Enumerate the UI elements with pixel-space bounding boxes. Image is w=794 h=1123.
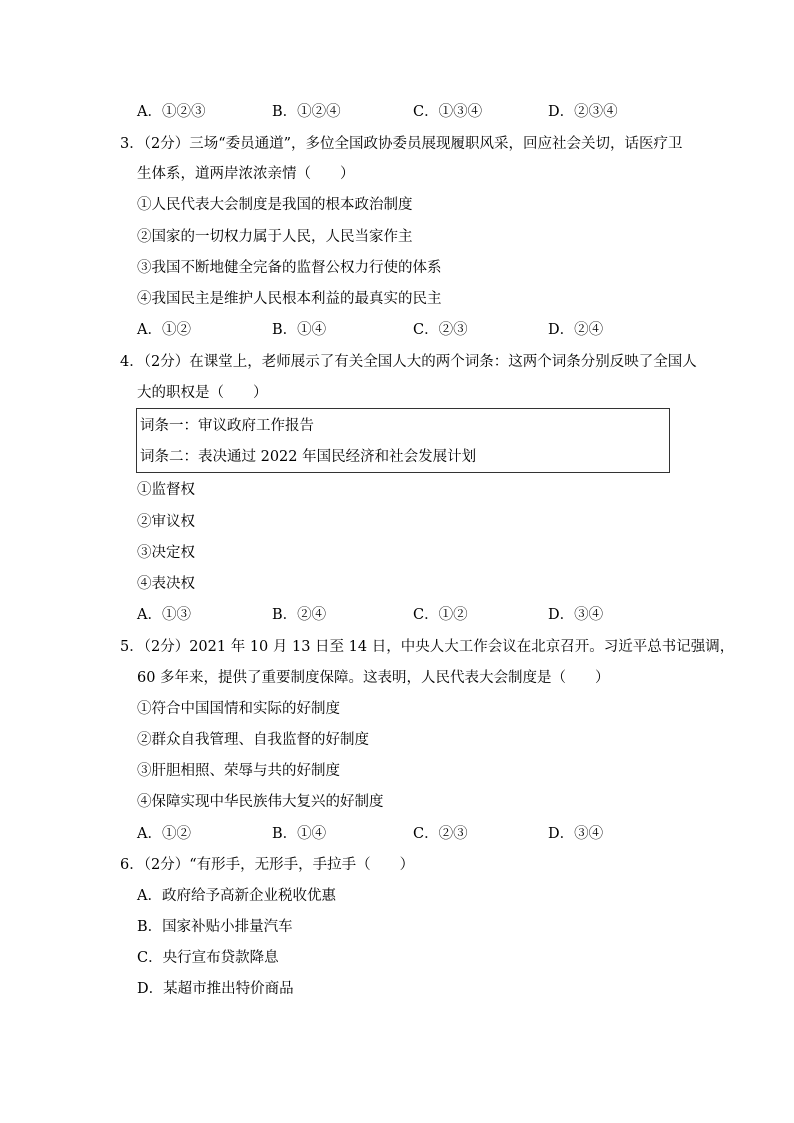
q3-item-4: ④我国民主是维护人民根本利益的最真实的民主: [137, 291, 442, 307]
q6-option-b: B．国家补贴小排量汽车: [137, 919, 293, 935]
q5-option-d: D．③④: [548, 826, 604, 842]
q6-stem-line1: 6．（2分）“有形手，无形手，手拉手（ ）: [120, 857, 415, 873]
q5-item-4: ④保障实现中华民族伟大复兴的好制度: [137, 794, 384, 810]
q4-item-3: ③决定权: [137, 545, 195, 561]
q4-item-2: ②审议权: [137, 514, 195, 530]
q5-stem-line2: 60 多年来，提供了重要制度保障。这表明，人民代表大会制度是（ ）: [137, 670, 610, 686]
q6-option-d: D．某超市推出特价商品: [137, 981, 294, 997]
q2-option-a: A．①②③: [137, 104, 206, 120]
q5-item-3: ③肝胆相照、荣辱与共的好制度: [137, 763, 340, 779]
q6-option-a: A．政府给予高新企业税收优惠: [137, 888, 336, 904]
q3-stem-line2: 生体系，道两岸浓浓亲情（ ）: [137, 166, 355, 182]
q4-term-2: 词条二：表决通过 2022 年国民经济和社会发展计划: [140, 449, 477, 465]
q5-stem-line1: 5．（2分）2021 年 10 月 13 日至 14 日，中央人大工作会议在北京召开。习近平总书记强调，: [120, 639, 735, 655]
q3-stem-line1: 3．（2分）三场“委员通道”，多位全国政协委员展现履职风采，回应社会关切，话医疗卫: [120, 136, 683, 152]
q4-term-1: 词条一：审议政府工作报告: [140, 418, 314, 434]
q4-item-4: ④表决权: [137, 576, 195, 592]
q5-option-b: B．①④: [272, 826, 327, 842]
q3-option-c: C．②③: [413, 322, 468, 338]
q2-option-b: B．①②④: [272, 104, 341, 120]
q5-item-1: ①符合中国国情和实际的好制度: [137, 701, 340, 717]
q3-option-a: A．①②: [137, 322, 191, 338]
q3-item-2: ②国家的一切权力属于人民，人民当家作主: [137, 229, 413, 245]
q4-item-1: ①监督权: [137, 482, 195, 498]
q5-option-c: C．②③: [413, 826, 468, 842]
q3-option-d: D．②④: [548, 322, 604, 338]
q4-option-c: C．①②: [413, 607, 468, 623]
q3-option-b: B．①④: [272, 322, 327, 338]
q6-option-c: C．央行宣布贷款降息: [137, 950, 279, 966]
q4-stem-line2: 大的职权是（ ）: [137, 385, 268, 401]
q3-item-3: ③我国不断地健全完备的监督公权力行使的体系: [137, 260, 442, 276]
q5-option-a: A．①②: [137, 826, 191, 842]
q2-option-c: C．①③④: [413, 104, 483, 120]
q4-option-d: D．③④: [548, 607, 604, 623]
q4-stem-line1: 4．（2分）在课堂上，老师展示了有关全国人大的两个词条：这两个词条分别反映了全国人: [120, 354, 697, 370]
q4-option-a: A．①③: [137, 607, 191, 623]
q5-item-2: ②群众自我管理、自我监督的好制度: [137, 732, 369, 748]
q2-option-d: D．②③④: [548, 104, 618, 120]
q4-option-b: B．②④: [272, 607, 327, 623]
q3-item-1: ①人民代表大会制度是我国的根本政治制度: [137, 197, 413, 213]
